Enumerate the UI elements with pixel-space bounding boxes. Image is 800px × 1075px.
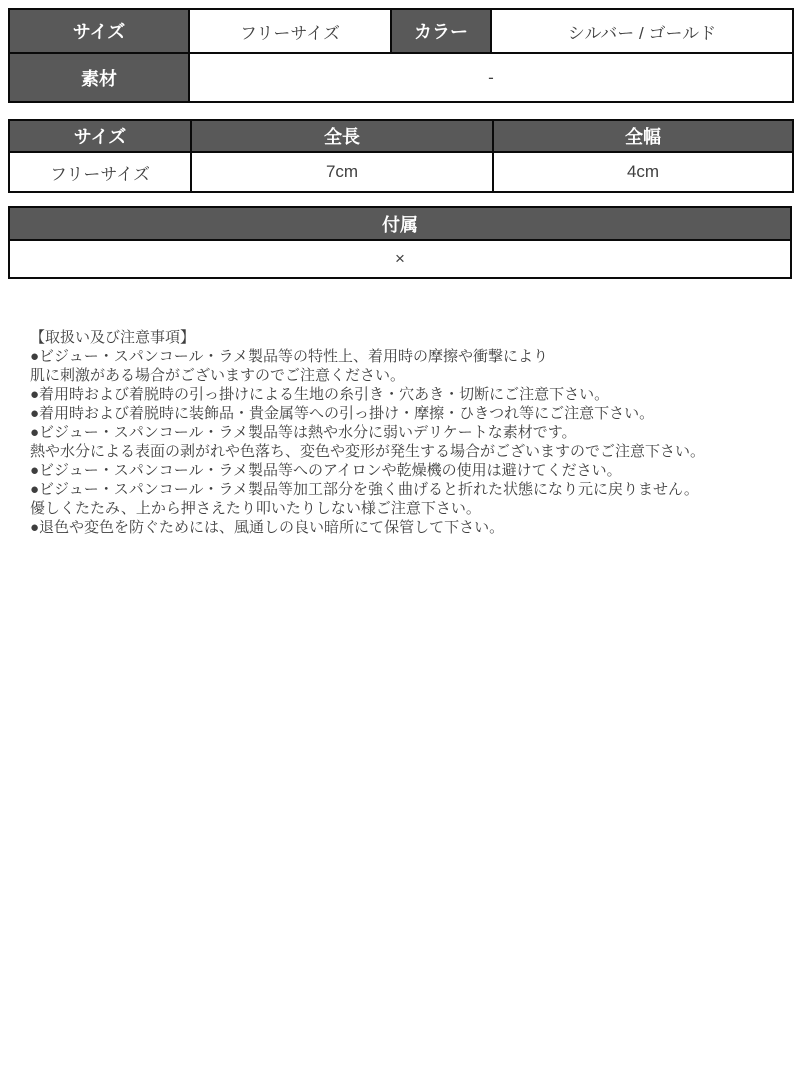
note-line: ●退色や変色を防ぐためには、風通しの良い暗所にて保管して下さい。	[30, 519, 505, 536]
spec-table	[8, 8, 794, 103]
note-line: ●ビジュー・スパンコール・ラメ製品等の特性上、着用時の摩擦や衝撃により	[30, 348, 549, 365]
material-value-cell: -	[189, 53, 793, 102]
dimension-width-header-cell: 全幅	[493, 120, 793, 152]
note-line: ●ビジュー・スパンコール・ラメ製品等加工部分を強く曲げると折れた状態になり元に戻りません。	[30, 481, 699, 498]
dimension-size-value-cell: フリーサイズ	[9, 152, 191, 192]
size-header-cell: サイズ	[9, 9, 189, 53]
dimension-length-header-cell: 全長	[191, 120, 493, 152]
material-header-cell: 素材	[9, 53, 189, 102]
dimension-width-value-cell: 4cm	[493, 152, 793, 192]
accessory-value-cell: ×	[9, 240, 791, 278]
accessory-table	[8, 206, 792, 279]
note-line: 熱や水分による表面の剥がれや色落ち、変色や変形が発生する場合がございますのでご注意下さい。	[30, 443, 706, 460]
note-line: 優しくたたみ、上から押さえたり叩いたりしない様ご注意下さい。	[30, 500, 481, 517]
handling-notes-section	[30, 328, 792, 537]
dimension-length-value-cell: 7cm	[191, 152, 493, 192]
note-line: ●ビジュー・スパンコール・ラメ製品等へのアイロンや乾燥機の使用は避けてください。	[30, 462, 622, 479]
accessory-header-cell: 付属	[9, 207, 791, 240]
handling-notes-title: 【取扱い及び注意事項】	[30, 329, 196, 346]
note-line: ●着用時および着脱時の引っ掛けによる生地の糸引き・穴あき・切断にご注意下さい。	[30, 386, 610, 403]
dimension-table	[8, 119, 794, 193]
note-line: ●ビジュー・スパンコール・ラメ製品等は熱や水分に弱いデリケートな素材です。	[30, 424, 577, 441]
color-header-cell: カラー	[391, 9, 491, 53]
size-value-cell: フリーサイズ	[189, 9, 391, 53]
dimension-size-header-cell: サイズ	[9, 120, 191, 152]
note-line: ●着用時および着脱時に装飾品・貴金属等への引っ掛け・摩擦・ひきつれ等にご注意下さい。	[30, 405, 655, 422]
color-value-cell: シルバー / ゴールド	[491, 9, 793, 53]
note-line: 肌に刺激がある場合がございますのでご注意ください。	[30, 367, 406, 384]
